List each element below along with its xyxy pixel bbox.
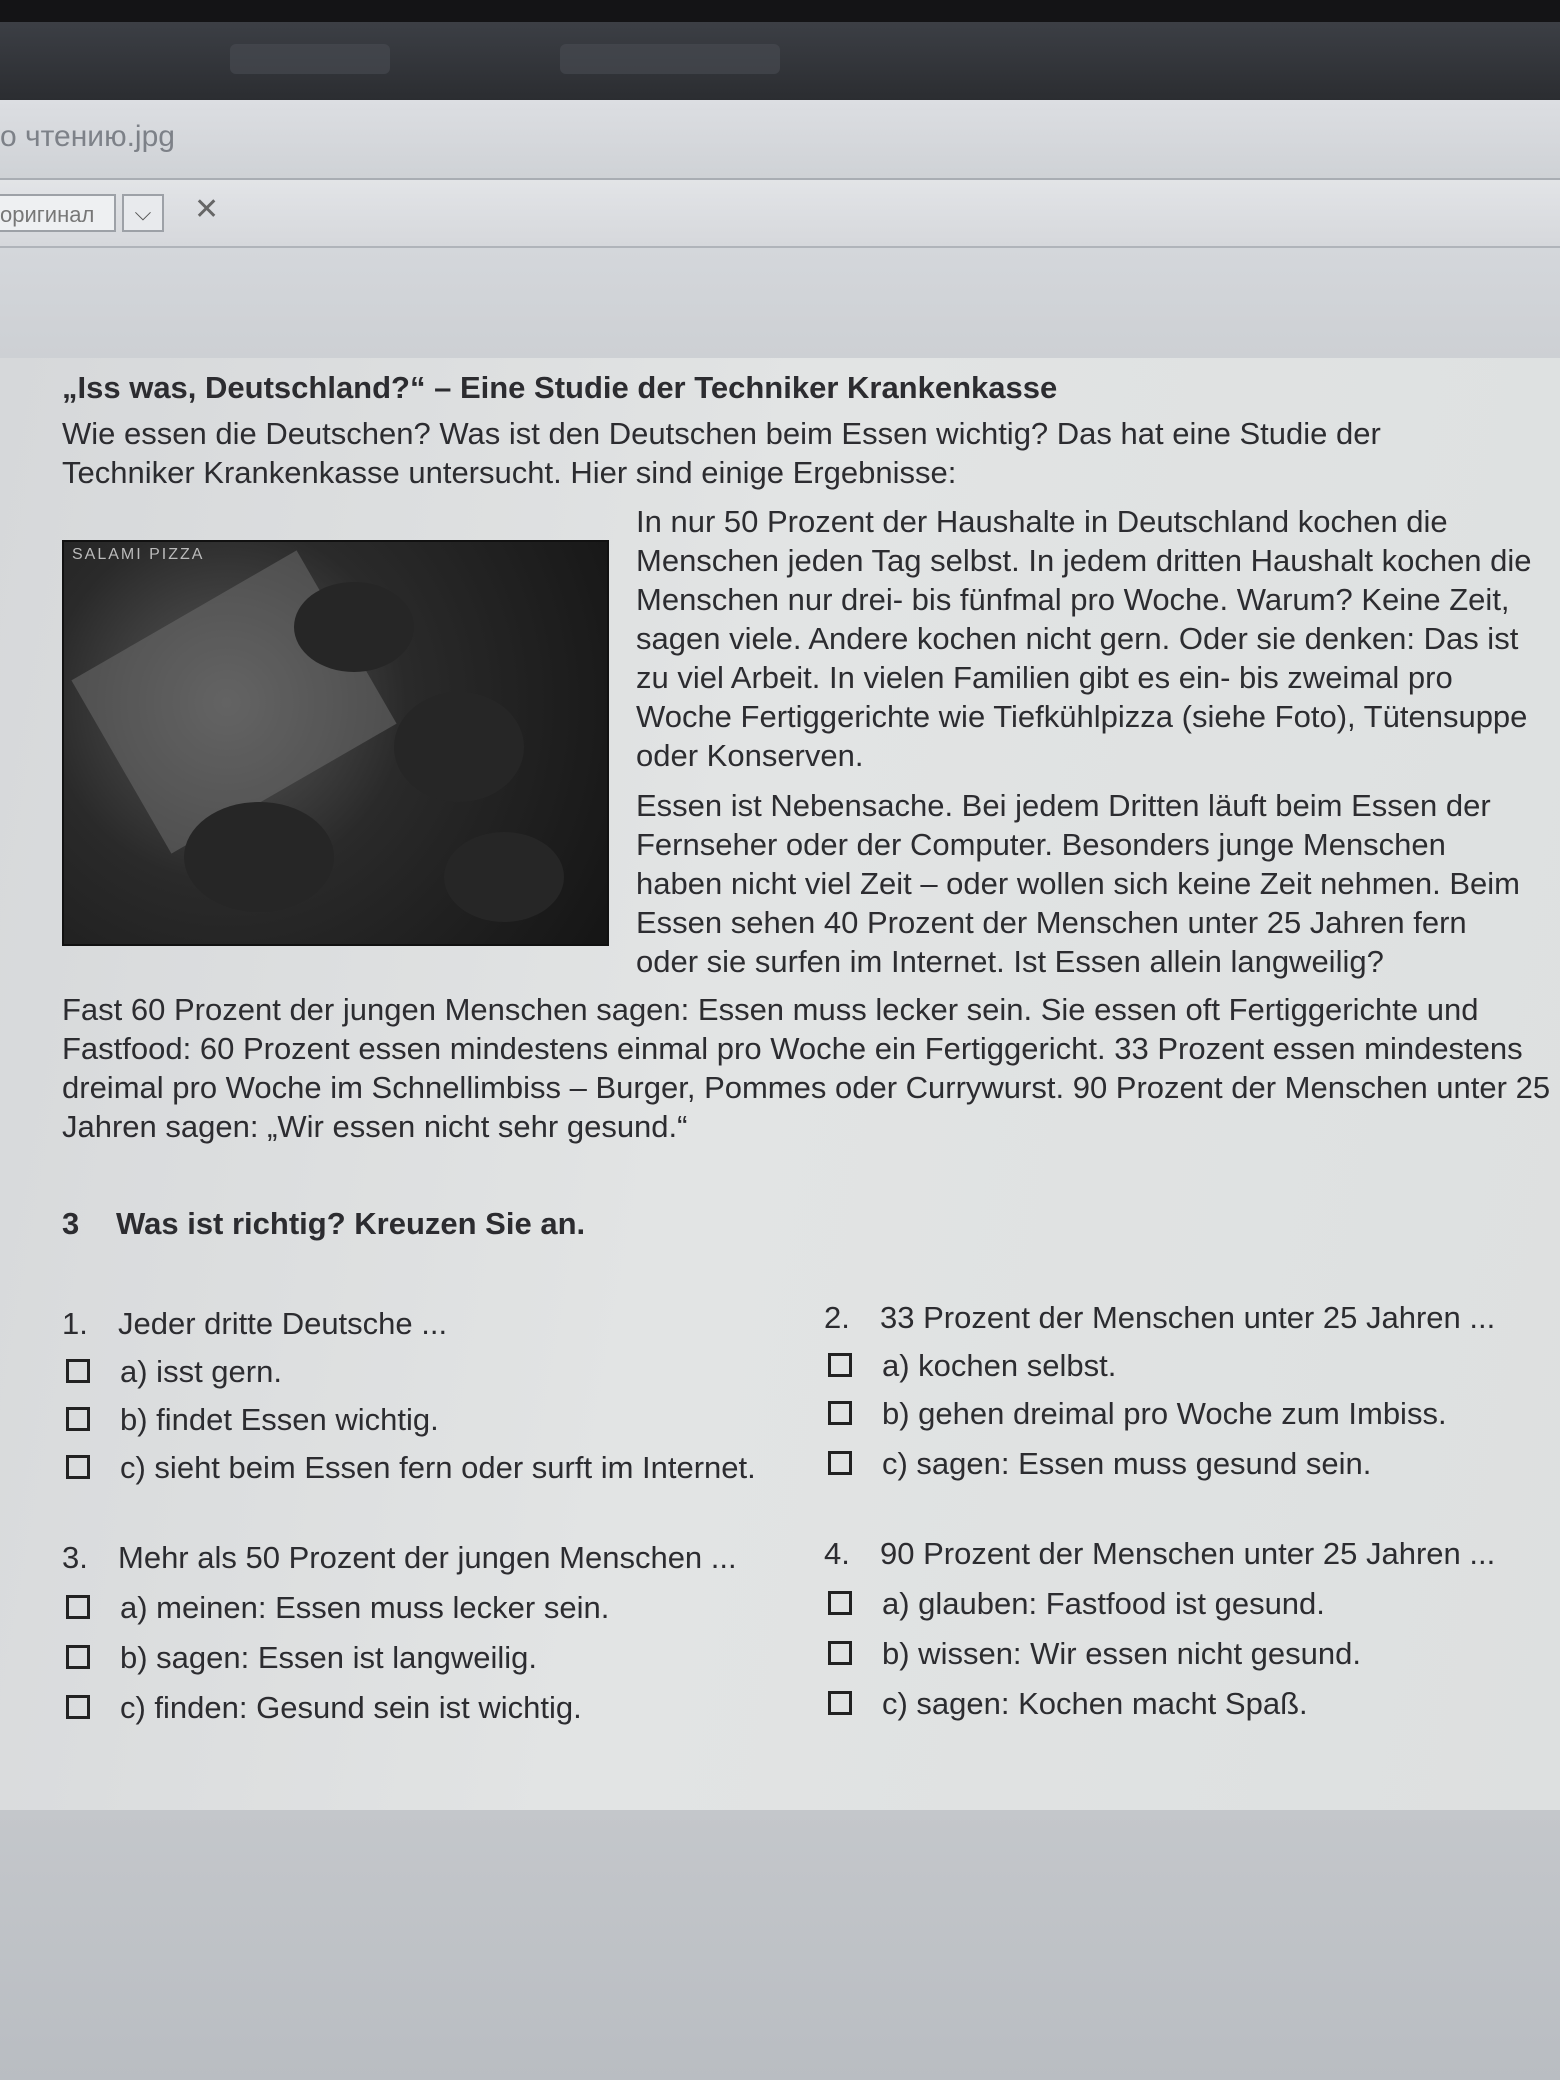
- option-label: a) kochen selbst.: [882, 1348, 1117, 1383]
- view-mode-select[interactable]: оригинал: [0, 194, 116, 232]
- tab-blur[interactable]: [560, 44, 780, 74]
- answer-option[interactable]: [824, 1394, 1447, 1434]
- question-1: [62, 1306, 447, 1342]
- answer-option[interactable]: [62, 1400, 439, 1440]
- checkbox[interactable]: [66, 1455, 90, 1479]
- answer-option[interactable]: [62, 1352, 282, 1392]
- question-2: [824, 1300, 1495, 1336]
- pizza-photo: [62, 540, 609, 946]
- option-label: b) findet Essen wichtig.: [120, 1402, 439, 1437]
- option-label: b) gehen dreimal pro Woche zum Imbiss.: [882, 1396, 1447, 1431]
- answer-option[interactable]: [824, 1634, 1361, 1674]
- question-text: Jeder dritte Deutsche ...: [118, 1306, 448, 1341]
- answer-option[interactable]: [824, 1684, 1308, 1724]
- option-label: c) sieht beim Essen fern oder surft im Internet.: [120, 1450, 756, 1485]
- question-text: Mehr als 50 Prozent der jungen Menschen ...: [118, 1540, 737, 1575]
- option-label: a) glauben: Fastfood ist gesund.: [882, 1586, 1325, 1621]
- close-icon[interactable]: ✕: [194, 193, 220, 226]
- checkbox[interactable]: [828, 1353, 852, 1377]
- checkbox[interactable]: [66, 1359, 90, 1383]
- answer-option[interactable]: [62, 1688, 582, 1728]
- answer-option[interactable]: [62, 1638, 537, 1678]
- checkbox[interactable]: [66, 1695, 90, 1719]
- checkbox[interactable]: [828, 1591, 852, 1615]
- viewer-toolbar: [0, 180, 1560, 248]
- task-text: Was ist richtig? Kreuzen Sie an.: [116, 1206, 586, 1241]
- answer-option[interactable]: [824, 1584, 1325, 1624]
- answer-option[interactable]: [824, 1346, 1116, 1386]
- option-label: b) sagen: Essen ist langweilig.: [120, 1640, 538, 1675]
- question-number: 4.: [824, 1536, 850, 1571]
- checkbox[interactable]: [828, 1451, 852, 1475]
- viewer-gap: [0, 248, 1560, 358]
- task-number: 3: [62, 1206, 80, 1241]
- option-label: b) wissen: Wir essen nicht gesund.: [882, 1636, 1361, 1671]
- paragraph-2: Essen ist Nebensache. Bei jedem Dritten läuft beim Essen der Fernseher oder der Computer. Besonders junge Menschen haben nicht viel Zeit – oder wollen sich keine Zeit nehmen. Beim Essen sehen 40 Prozent der Menschen unter 25 Jahren fern oder sie surfen im Internet. Ist Essen allein langweilig?: [636, 788, 1520, 979]
- salami-shape: [444, 832, 564, 922]
- checkbox[interactable]: [66, 1595, 90, 1619]
- salami-shape: [184, 802, 334, 912]
- option-label: c) finden: Gesund sein ist wichtig.: [120, 1690, 582, 1725]
- question-3: [62, 1540, 737, 1576]
- chevron-down-icon[interactable]: ⌵: [122, 194, 164, 232]
- answer-option[interactable]: [824, 1444, 1371, 1484]
- checkbox[interactable]: [66, 1645, 90, 1669]
- photo-label: SALAMI PIZZA: [72, 546, 205, 563]
- paragraph-3: Fast 60 Prozent der jungen Menschen sagen: Essen muss lecker sein. Sie essen oft Fertiggerichte und Fastfood: 60 Prozent essen mindestens einmal pro Woche ein Fertiggericht. 33 Prozent essen mindestens dreimal pro Woche im Schnellimbiss – Burger, Pommes oder Currywurst. 90 Prozent der Menschen unter 25 Jahren sagen: „Wir essen nicht sehr gesund.“: [62, 992, 1551, 1144]
- paragraph-1: In nur 50 Prozent der Haushalte in Deutschland kochen die Menschen jeden Tag selbst. In jedem dritten Haushalt kochen die Menschen nur drei- bis fünfmal pro Woche. Warum? Keine Zeit, sagen viele. Andere kochen nicht gern. Oder sie denken: Das ist zu viel Arbeit. In vielen Familien gibt es ein- bis zweimal pro Woche Fertiggerichte wie Tiefkühlpizza (siehe Foto), Tütensuppe oder Konserven.: [636, 504, 1532, 773]
- option-label: a) isst gern.: [120, 1354, 282, 1389]
- article-intro: Wie essen die Deutschen? Was ist den Deutschen beim Essen wichtig? Das hat eine Studie der Techniker Krankenkasse untersucht. Hier sind einige Ergebnisse:: [62, 416, 1381, 490]
- option-label: c) sagen: Essen muss gesund sein.: [882, 1446, 1372, 1481]
- browser-tab-strip: [0, 22, 1560, 100]
- tab-blur[interactable]: [230, 44, 390, 74]
- option-label: c) sagen: Kochen macht Spaß.: [882, 1686, 1308, 1721]
- question-number: 2.: [824, 1300, 850, 1335]
- viewer-background: [0, 1810, 1560, 2080]
- checkbox[interactable]: [66, 1407, 90, 1431]
- checkbox[interactable]: [828, 1691, 852, 1715]
- file-name: о чтению.jpg: [0, 120, 175, 153]
- answer-option[interactable]: [62, 1588, 609, 1628]
- answer-option[interactable]: [62, 1448, 756, 1488]
- option-label: a) meinen: Essen muss lecker sein.: [120, 1590, 610, 1625]
- task-heading: [62, 1204, 585, 1243]
- checkbox[interactable]: [828, 1641, 852, 1665]
- checkbox[interactable]: [828, 1401, 852, 1425]
- screen-bezel: [0, 0, 1560, 22]
- question-text: 33 Prozent der Menschen unter 25 Jahren ...: [880, 1300, 1496, 1335]
- salami-shape: [294, 582, 414, 672]
- question-number: 1.: [62, 1306, 88, 1341]
- question-number: 3.: [62, 1540, 88, 1575]
- question-4: [824, 1536, 1495, 1572]
- article-title: „Iss was, Deutschland?“ – Eine Studie der Techniker Krankenkasse: [62, 370, 1058, 405]
- salami-shape: [394, 692, 524, 802]
- viewer-titlebar: [0, 100, 1560, 180]
- question-text: 90 Prozent der Menschen unter 25 Jahren ...: [880, 1536, 1496, 1571]
